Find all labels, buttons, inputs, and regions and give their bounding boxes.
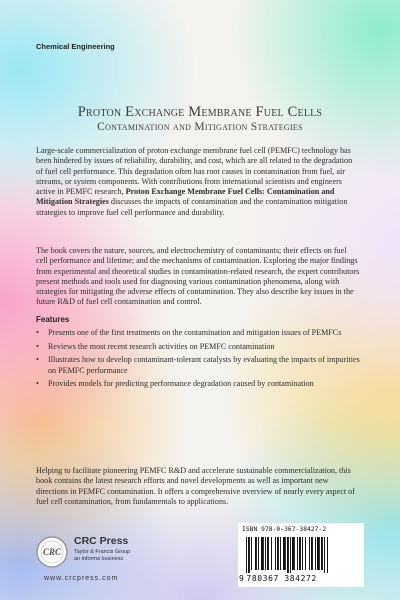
bullet-icon: •	[36, 328, 39, 337]
category-label: Chemical Engineering	[36, 42, 115, 51]
description-paragraph-3: Helping to facilitate pioneering PEMFC R&D and accelerate sustainable commercialization, this book contains the latest research efforts and novel developments as well as important new directions in PEMFC contamination. It offers a comprehensive overview of nearly every aspect of fuel cell contamination, from fundamentals to applications.	[36, 466, 355, 506]
feature-text: Illustrates how to develop contaminant-tolerant catalysts by evaluating the impacts of impurities on PEMFC performance	[48, 355, 360, 375]
description-p1-start: Large-scale commercialization of proton exchange membrane fuel cell (PEMFC) technology has been hindered by issues of reliability, durability, and cost, which are all related to the degradation of fuel cell performance. This degradation often has root causes in contamination from fuel, air streams, or system components. With contributions from international scientists and engineers active in PEMFC research,	[36, 146, 353, 197]
publisher-name: CRC Press	[74, 535, 129, 547]
barcode-bar	[248, 537, 250, 573]
feature-item	[36, 355, 360, 375]
feature-item	[36, 342, 360, 352]
barcode-bar	[280, 537, 281, 570]
publisher-tagline: an informa business	[74, 556, 124, 562]
barcode-bar	[324, 537, 325, 573]
barcode-bar	[321, 537, 323, 570]
barcode-icon	[246, 537, 356, 573]
barcode-bar	[302, 537, 303, 570]
bullet-icon: •	[36, 379, 39, 389]
crc-logo-text: CRC	[42, 547, 62, 557]
barcode-bar	[267, 537, 269, 570]
barcode-bar	[317, 537, 320, 570]
barcode-bar	[311, 537, 313, 570]
feature-text: Provides models for predicting performance degradation caused by contamination	[48, 379, 314, 389]
publisher-url: www.crcpress.com	[44, 575, 119, 582]
barcode-bar	[315, 537, 316, 570]
barcode-bar	[292, 537, 295, 570]
feature-item	[36, 328, 360, 338]
barcode-digit-first: 9	[239, 574, 245, 583]
barcode-bar	[309, 537, 310, 570]
book-subtitle: Contamination and Mitigation Strategies	[97, 121, 303, 133]
feature-text: Reviews the most recent research activities on PEMFC contamination	[48, 341, 275, 351]
crc-logo-icon	[36, 536, 68, 568]
barcode-bar	[255, 537, 257, 570]
barcode-panel	[238, 523, 364, 587]
publisher-group: Taylor & Francis Group	[74, 549, 131, 555]
bullet-icon: •	[36, 341, 39, 351]
barcode-bar	[258, 537, 259, 570]
barcode-digits-rest: 780367 384272	[246, 574, 317, 583]
description-paragraph-1	[36, 146, 360, 218]
barcode-bar	[246, 537, 247, 573]
barcode-bar	[277, 537, 279, 570]
barcode-bar	[265, 537, 266, 570]
barcode-bar	[299, 537, 301, 570]
barcode-bar	[271, 537, 272, 570]
isbn-text: ISBN 978-0-367-38427-2	[242, 526, 327, 533]
barcode-digits	[239, 574, 317, 583]
features-heading: Features	[36, 315, 70, 324]
barcode-bar	[327, 537, 328, 573]
barcode-bar	[283, 537, 286, 570]
feature-text: Presents one of the first treatments on the contamination and mitigation issues of PEMFCs	[48, 328, 342, 337]
features-list	[36, 328, 360, 393]
barcode-bar	[261, 537, 264, 570]
bullet-icon: •	[36, 355, 39, 365]
barcode-bar	[251, 537, 252, 570]
barcode-bar	[275, 537, 276, 570]
barcode-bar	[297, 537, 298, 570]
description-p1-end: discusses the impacts of contamination and the contamination mitigation strategies to improve fuel cell performance and durability.	[36, 197, 348, 217]
description-p1-bold-title: Proton Exchange Membrane Fuel Cells: Contamination and Mitigation Strategies	[36, 187, 335, 207]
barcode-bar	[305, 537, 306, 570]
book-title: Proton Exchange Membrane Fuel Cells	[77, 104, 323, 120]
feature-item	[36, 379, 360, 389]
barcode-bar	[290, 537, 291, 573]
description-paragraph-2: The book covers the nature, sources, and electrochemistry of contaminants; their effects on fuel cell performance and lifetime; and the mechanisms of contamination. Exploring the major findings from experimental and theoretical studies in contamination-related research, the expert contributors present methods and tools used for diagnosing various contamination phenomena, along with strategies for mitigating the adverse effects of contamination. They also describe key issues in the future R&D of fuel cell contamination and control.	[36, 246, 360, 307]
barcode-bar	[287, 537, 289, 573]
